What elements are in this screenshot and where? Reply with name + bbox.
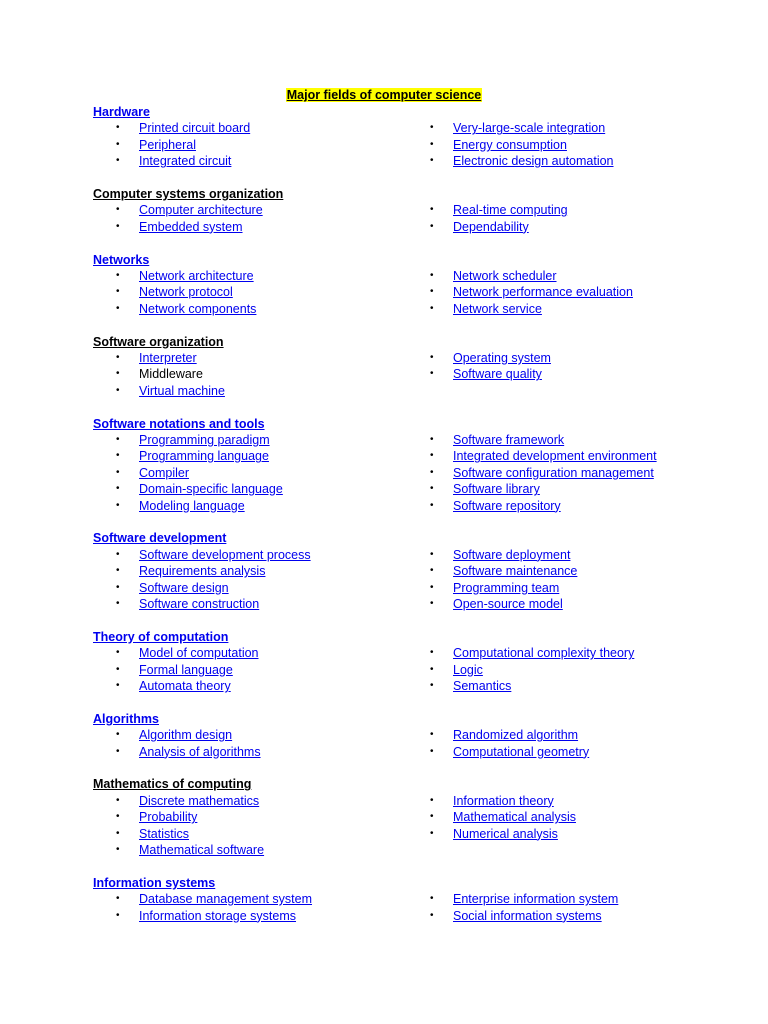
section-8 <box>93 776 733 858</box>
item-link[interactable]: Programming team <box>453 580 560 595</box>
item-link[interactable]: Probability <box>139 810 198 825</box>
section-heading: Software organization <box>93 334 224 349</box>
item-link[interactable]: Software maintenance <box>453 564 578 579</box>
bullet-icon: • <box>430 450 434 462</box>
bullet-icon: • <box>430 499 434 511</box>
bullet-icon: • <box>116 597 120 609</box>
item-link[interactable]: Network architecture <box>139 268 254 283</box>
bullet-icon: • <box>116 827 120 839</box>
section-3 <box>93 334 733 400</box>
item-link[interactable]: Social information systems <box>453 908 602 923</box>
section-4 <box>93 416 733 514</box>
section-heading[interactable]: Software development <box>93 531 227 546</box>
item-link[interactable]: Semantics <box>453 678 512 693</box>
item-link[interactable]: Randomized algorithm <box>453 728 579 743</box>
bullet-icon: • <box>430 466 434 478</box>
bullet-icon: • <box>430 909 434 921</box>
bullet-icon: • <box>116 368 120 380</box>
item-link[interactable]: Network service <box>453 301 542 316</box>
bullet-icon: • <box>430 597 434 609</box>
section-9 <box>93 875 733 924</box>
item-link[interactable]: Compiler <box>139 465 190 480</box>
section-columns <box>93 350 733 399</box>
item-link[interactable]: Very-large-scale integration <box>453 121 606 136</box>
bullet-icon: • <box>430 663 434 675</box>
item-link[interactable]: Printed circuit board <box>139 121 251 136</box>
item-link[interactable]: Network performance evaluation <box>453 285 633 300</box>
bullet-icon: • <box>116 466 120 478</box>
item-link[interactable]: Peripheral <box>139 137 196 152</box>
bullet-icon: • <box>116 745 120 757</box>
bullet-icon: • <box>430 745 434 757</box>
bullet-icon: • <box>116 811 120 823</box>
item-link[interactable]: Interpreter <box>139 350 197 365</box>
section-1 <box>93 186 733 235</box>
bullet-icon: • <box>116 483 120 495</box>
section-6 <box>93 629 733 695</box>
bullet-icon: • <box>116 843 120 855</box>
bullet-icon: • <box>430 433 434 445</box>
item-link[interactable]: Software library <box>453 482 540 497</box>
section-columns <box>93 432 733 514</box>
item-text: Middleware <box>139 367 203 382</box>
section-heading[interactable]: Algorithms <box>93 711 159 726</box>
item-link[interactable]: Software repository <box>453 498 561 513</box>
item-link[interactable]: Analysis of algorithms <box>139 744 261 759</box>
section-heading[interactable]: Theory of computation <box>93 629 229 644</box>
item-link[interactable]: Integrated circuit <box>139 154 232 169</box>
item-link[interactable]: Operating system <box>453 350 551 365</box>
item-link[interactable]: Dependability <box>453 219 529 234</box>
bullet-icon: • <box>116 384 120 396</box>
item-link[interactable]: Statistics <box>139 826 190 841</box>
bullet-icon: • <box>430 204 434 216</box>
bullet-icon: • <box>116 286 120 298</box>
item-link[interactable]: Discrete mathematics <box>139 793 260 808</box>
item-link[interactable]: Network scheduler <box>453 268 557 283</box>
item-link[interactable]: Enterprise information system <box>453 892 619 907</box>
bullet-icon: • <box>430 351 434 363</box>
item-link[interactable]: Electronic design automation <box>453 154 614 169</box>
item-link[interactable]: Mathematical software <box>139 842 265 857</box>
item-link[interactable]: Information storage systems <box>139 908 297 923</box>
bullet-icon: • <box>116 729 120 741</box>
item-link[interactable]: Computational complexity theory <box>453 646 635 661</box>
item-link[interactable]: Model of computation <box>139 646 259 661</box>
item-link[interactable]: Embedded system <box>139 219 243 234</box>
item-link[interactable]: Programming language <box>139 449 269 464</box>
section-columns <box>93 268 733 317</box>
bullet-icon: • <box>116 679 120 691</box>
bullet-icon: • <box>116 581 120 593</box>
item-link[interactable]: Software configuration management <box>453 465 654 480</box>
bullet-icon: • <box>116 351 120 363</box>
item-link[interactable]: Software construction <box>139 596 260 611</box>
bullet-icon: • <box>430 122 434 134</box>
bullet-icon: • <box>116 565 120 577</box>
bullet-icon: • <box>430 811 434 823</box>
bullet-icon: • <box>116 269 120 281</box>
bullet-icon: • <box>116 909 120 921</box>
item-link[interactable]: Network protocol <box>139 285 233 300</box>
section-heading[interactable]: Information systems <box>93 875 216 890</box>
item-link[interactable]: Mathematical analysis <box>453 810 576 825</box>
item-link[interactable]: Software design <box>139 580 229 595</box>
bullet-icon: • <box>430 302 434 314</box>
section-heading: Mathematics of computing <box>93 777 252 792</box>
bullet-icon: • <box>430 581 434 593</box>
section-columns <box>93 120 733 169</box>
item-link[interactable]: Open-source model <box>453 596 563 611</box>
bullet-icon: • <box>116 302 120 314</box>
item-link[interactable]: Modeling language <box>139 498 245 513</box>
bullet-icon: • <box>430 483 434 495</box>
section-columns <box>93 891 733 924</box>
item-link[interactable]: Programming paradigm <box>139 432 270 447</box>
bullet-icon: • <box>116 663 120 675</box>
bullet-icon: • <box>116 548 120 560</box>
item-link[interactable]: Domain-specific language <box>139 482 283 497</box>
section-5 <box>93 530 733 612</box>
bullet-icon: • <box>430 794 434 806</box>
bullet-icon: • <box>430 220 434 232</box>
item-link[interactable]: Information theory <box>453 793 554 808</box>
page-title <box>0 87 768 103</box>
item-link[interactable]: Software deployment <box>453 547 571 562</box>
section-heading: Computer systems organization <box>93 187 284 201</box>
item-link[interactable]: Network components <box>139 301 257 316</box>
section-heading[interactable]: Networks <box>93 252 150 267</box>
bullet-icon: • <box>116 450 120 462</box>
bullet-icon: • <box>430 729 434 741</box>
section-heading[interactable]: Software notations and tools <box>93 416 265 431</box>
section-0 <box>93 104 733 170</box>
bullet-icon: • <box>430 368 434 380</box>
item-link[interactable]: Software framework <box>453 432 565 447</box>
section-columns <box>93 793 733 859</box>
item-link[interactable]: Automata theory <box>139 678 231 693</box>
section-columns <box>93 547 733 613</box>
item-link[interactable]: Requirements analysis <box>139 564 266 579</box>
bullet-icon: • <box>430 679 434 691</box>
item-link[interactable]: Software quality <box>453 367 542 382</box>
bullet-icon: • <box>430 155 434 167</box>
bullet-icon: • <box>430 893 434 905</box>
item-link[interactable]: Algorithm design <box>139 728 233 743</box>
item-link[interactable]: Virtual machine <box>139 383 225 398</box>
bullet-icon: • <box>116 220 120 232</box>
section-2 <box>93 252 733 318</box>
item-link[interactable]: Computational geometry <box>453 744 590 759</box>
bullet-icon: • <box>116 122 120 134</box>
bullet-icon: • <box>116 433 120 445</box>
bullet-icon: • <box>116 204 120 216</box>
section-columns <box>93 727 733 760</box>
bullet-icon: • <box>430 269 434 281</box>
bullet-icon: • <box>430 565 434 577</box>
bullet-icon: • <box>430 548 434 560</box>
bullet-icon: • <box>116 794 120 806</box>
bullet-icon: • <box>430 827 434 839</box>
item-link[interactable]: Numerical analysis <box>453 826 558 841</box>
bullet-icon: • <box>116 647 120 659</box>
bullet-icon: • <box>116 893 120 905</box>
bullet-icon: • <box>430 286 434 298</box>
bullet-icon: • <box>116 155 120 167</box>
bullet-icon: • <box>116 138 120 150</box>
bullet-icon: • <box>430 647 434 659</box>
section-heading[interactable]: Hardware <box>93 105 150 119</box>
section-7 <box>93 711 733 760</box>
item-link[interactable]: Integrated development environment <box>453 449 657 464</box>
item-link[interactable]: Computer architecture <box>139 203 263 218</box>
item-link[interactable]: Logic <box>453 662 483 677</box>
item-link[interactable]: Formal language <box>139 662 233 677</box>
page-title-text: Major fields of computer science <box>286 88 482 102</box>
bullet-icon: • <box>430 138 434 150</box>
item-link[interactable]: Energy consumption <box>453 137 567 152</box>
section-columns <box>93 645 733 694</box>
item-link[interactable]: Real-time computing <box>453 203 568 218</box>
bullet-icon: • <box>116 499 120 511</box>
section-columns <box>93 202 733 235</box>
item-link[interactable]: Database management system <box>139 892 313 907</box>
item-link[interactable]: Software development process <box>139 547 311 562</box>
